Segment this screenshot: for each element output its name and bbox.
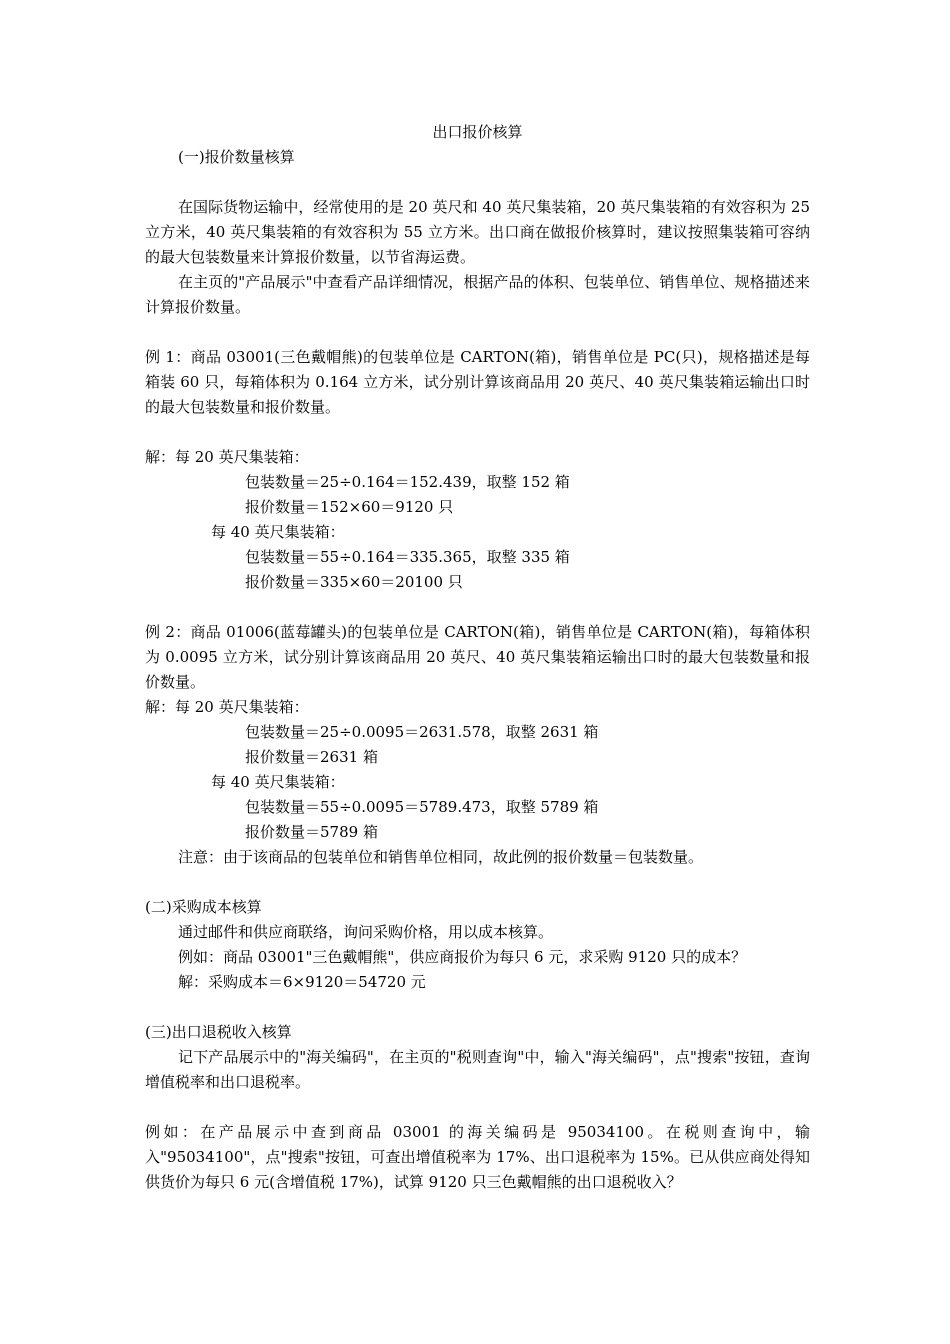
section-2-paragraph-3: 解：采购成本＝6×9120＝54720 元 (178, 973, 426, 991)
example-2-line-4: 报价数量＝5789 箱 (245, 823, 378, 841)
document-page (145, 120, 810, 1195)
example-2-note: 注意：由于该商品的包装单位和销售单位相同，故此例的报价数量＝包装数量。 (178, 848, 704, 866)
example-2-subheading: 每 40 英尺集装箱： (211, 773, 345, 791)
example-1-line-4: 报价数量＝335×60＝20100 只 (245, 573, 463, 591)
example-1-line-3: 包装数量＝55÷0.164＝335.365，取整 335 箱 (245, 548, 570, 566)
example-1-line-2: 报价数量＝152×60＝9120 只 (245, 498, 454, 516)
section-3-paragraph-1: 记下产品展示中的"海关编码"，在主页的"税则查询"中，输入"海关编码"，点"搜索"按钮，查询增值税率和出口退税率。 (145, 1048, 810, 1091)
spacer (145, 170, 810, 195)
section-1-paragraph-2: 在主页的"产品展示"中查看产品详细情况，根据产品的体积、包装单位、销售单位、规格描述来计算报价数量。 (145, 273, 810, 316)
example-1-question: 例 1：商品 03001(三色戴帽熊)的包装单位是 CARTON(箱)，销售单位是 PC(只)，规格描述是每箱装 60 只，每箱体积为 0.164 立方米，试分别计算该商品用 20 英尺、40 英尺集装箱运输出口时的最大包装数量和报价数量。 (145, 348, 810, 416)
example-1-line-1: 包装数量＝25÷0.164＝152.439，取整 152 箱 (245, 473, 570, 491)
section-3-heading: (三)出口退税收入核算 (145, 1023, 292, 1041)
example-2-question: 例 2：商品 01006(蓝莓罐头)的包装单位是 CARTON(箱)，销售单位是 CARTON(箱)，每箱体积为 0.0095 立方米，试分别计算该商品用 20 英尺、40 英尺集装箱运输出口时的最大包装数量和报价数量。 (145, 623, 810, 691)
example-2-line-1: 包装数量＝25÷0.0095＝2631.578，取整 2631 箱 (245, 723, 599, 741)
section-1-heading: (一)报价数量核算 (178, 148, 295, 166)
spacer (145, 1095, 810, 1120)
example-1-solution-heading: 解：每 20 英尺集装箱： (145, 448, 309, 466)
spacer (145, 595, 810, 620)
example-2-line-2: 报价数量＝2631 箱 (245, 748, 378, 766)
section-2-paragraph-1: 通过邮件和供应商联络，询问采购价格，用以成本核算。 (178, 923, 554, 941)
example-2-solution-heading: 解：每 20 英尺集装箱： (145, 698, 309, 716)
section-2-paragraph-2: 例如：商品 03001"三色戴帽熊"，供应商报价为每只 6 元，求采购 9120 只的成本？ (178, 948, 747, 966)
document-title: 出口报价核算 (432, 123, 523, 141)
section-3-example: 例如：在产品展示中查到商品 03001 的海关编码是 95034100。在税则查询中，输入"95034100"，点"搜索"按钮，可查出增值税率为 17%、出口退税率为 15%。已从供应商处得知供货价为每只 6 元(含增值税 17%)，试算 9120 只三色戴帽熊的出口退税收入？ (145, 1123, 810, 1191)
example-1-subheading: 每 40 英尺集装箱： (211, 523, 345, 541)
section-2-heading: (二)采购成本核算 (145, 898, 262, 916)
spacer (145, 320, 810, 345)
section-1-paragraph-1: 在国际货物运输中，经常使用的是 20 英尺和 40 英尺集装箱，20 英尺集装箱的有效容积为 25 立方米，40 英尺集装箱的有效容积为 55 立方米。出口商在做报价核算时，建议按照集装箱可容纳的最大包装数量来计算报价数量，以节省海运费。 (145, 198, 810, 266)
example-2-line-3: 包装数量＝55÷0.0095＝5789.473，取整 5789 箱 (245, 798, 599, 816)
spacer (145, 420, 810, 445)
spacer (145, 870, 810, 895)
spacer (145, 995, 810, 1020)
